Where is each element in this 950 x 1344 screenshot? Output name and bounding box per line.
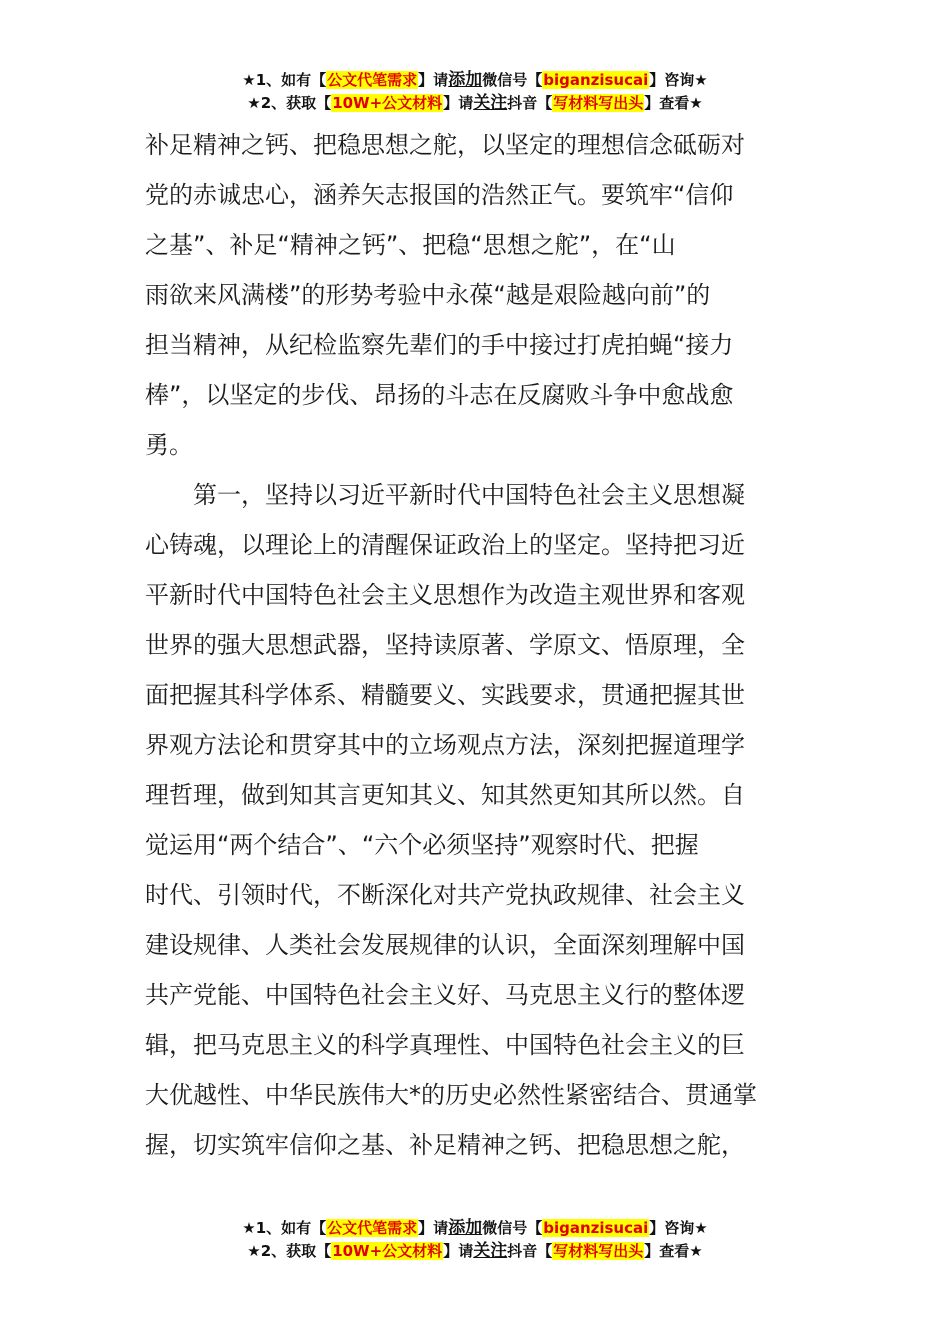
body-line: 平新时代中国特色社会主义思想作为改造主观世界和客观 — [145, 581, 745, 609]
footer-line-2-highlight-douyin: 写材料写出头 — [553, 1242, 644, 1260]
body-line: 之基”、补足“精神之钙”、把稳“思想之舵”，在“山 — [145, 231, 676, 259]
header-line-1-underlined: 添加 — [448, 70, 483, 90]
footer-line-1-underlined: 添加 — [448, 1218, 483, 1238]
header-line-2-highlight-douyin: 写材料写出头 — [553, 94, 644, 112]
body-line: 共产党能、中国特色社会主义好、马克思主义行的整体逻 — [145, 981, 745, 1009]
header-line-1 — [0, 69, 950, 92]
body-line: 大优越性、中华民族伟大*的历史必然性紧密结合、贯通掌 — [145, 1081, 757, 1109]
body-line: 世界的强大思想武器，坚持读原著、学原文、悟原理，全 — [145, 631, 745, 659]
header-line-2-highlight-materials: 10W+公文材料 — [332, 94, 443, 112]
body-line: 界观方法论和贯穿其中的立场观点方法，深刻把握道理学 — [145, 731, 745, 759]
body-line: 建设规律、人类社会发展规律的认识，全面深刻理解中国 — [145, 931, 745, 959]
body-line: 第一，坚持以习近平新时代中国特色社会主义思想凝 — [145, 481, 745, 509]
body-line: 雨欲来风满楼”的形势考验中永葆“越是艰险越向前”的 — [145, 281, 711, 309]
body-line: 勇。 — [145, 431, 193, 459]
footer-line-2-prefix: ★2、获取【 — [247, 1242, 332, 1260]
footer-line-1 — [0, 1217, 950, 1240]
header-line-2-suffix: 】查看★ — [644, 94, 703, 112]
body-line: 觉运用“两个结合”、“六个必须坚持”观察时代、把握 — [145, 831, 699, 859]
footer-line-2-underlined: 关注 — [473, 1241, 508, 1261]
header-line-1-suffix: 】咨询★ — [649, 71, 708, 89]
footer-line-1-mid: 】请 — [418, 1219, 449, 1237]
header-line-1-highlight-wechat: biganzisucai — [543, 71, 649, 89]
footer-line-1-mid2: 微信号【 — [482, 1219, 543, 1237]
footer-line-1-highlight-service: 公文代笔需求 — [327, 1219, 418, 1237]
footer-line-1-suffix: 】咨询★ — [649, 1219, 708, 1237]
footer-line-1-prefix: ★1、如有【 — [242, 1219, 327, 1237]
document-body — [145, 120, 805, 1170]
body-line: 辑，把马克思主义的科学真理性、中国特色社会主义的巨 — [145, 1031, 745, 1059]
header-line-2-mid2: 抖音【 — [507, 94, 553, 112]
body-line: 心铸魂，以理论上的清醒保证政治上的坚定。坚持把习近 — [145, 531, 745, 559]
body-line: 党的赤诚忠心，涵养矢志报国的浩然正气。要筑牢“信仰 — [145, 181, 734, 209]
header-line-1-mid2: 微信号【 — [482, 71, 543, 89]
header-line-2-underlined: 关注 — [473, 93, 508, 113]
body-line: 面把握其科学体系、精髓要义、实践要求，贯通把握其世 — [145, 681, 745, 709]
footer-line-1-highlight-wechat: biganzisucai — [543, 1219, 649, 1237]
footer-line-2 — [0, 1240, 950, 1263]
body-line: 理哲理，做到知其言更知其义、知其然更知其所以然。自 — [145, 781, 745, 809]
header-line-1-mid: 】请 — [418, 71, 449, 89]
header-line-1-highlight-service: 公文代笔需求 — [327, 71, 418, 89]
header-line-2-mid: 】请 — [443, 94, 474, 112]
header-banner — [0, 69, 950, 115]
header-line-2-prefix: ★2、获取【 — [247, 94, 332, 112]
footer-line-2-mid2: 抖音【 — [507, 1242, 553, 1260]
body-line: 时代、引领时代，不断深化对共产党执政规律、社会主义 — [145, 881, 745, 909]
body-line: 补足精神之钙、把稳思想之舵，以坚定的理想信念砥砺对 — [145, 131, 745, 159]
footer-line-2-mid: 】请 — [443, 1242, 474, 1260]
header-line-2 — [0, 92, 950, 115]
footer-banner — [0, 1217, 950, 1263]
header-line-1-prefix: ★1、如有【 — [242, 71, 327, 89]
body-line: 棒”，以坚定的步伐、昂扬的斗志在反腐败斗争中愈战愈 — [145, 381, 734, 409]
footer-line-2-highlight-materials: 10W+公文材料 — [332, 1242, 443, 1260]
footer-line-2-suffix: 】查看★ — [644, 1242, 703, 1260]
body-line: 担当精神，从纪检监察先辈们的手中接过打虎拍蝇“接力 — [145, 331, 734, 359]
body-line: 握，切实筑牢信仰之基、补足精神之钙、把稳思想之舵， — [145, 1131, 745, 1159]
